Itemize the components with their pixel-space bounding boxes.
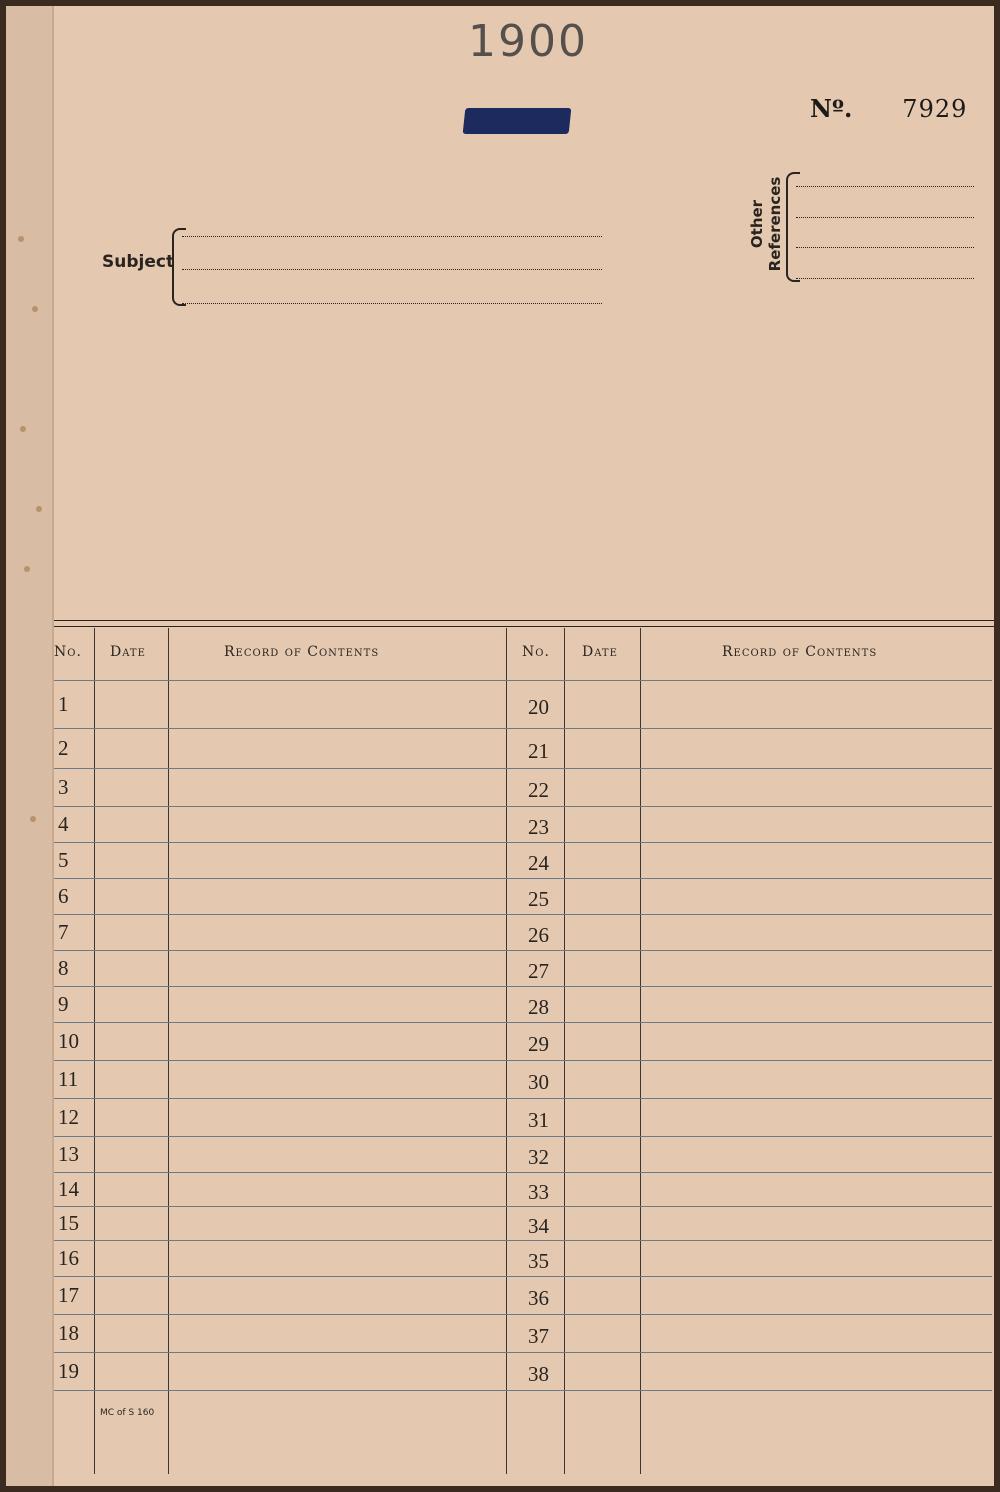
col-divider-3 <box>506 628 507 1474</box>
file-number <box>810 94 967 123</box>
row-rule-13 <box>54 1172 992 1173</box>
row-number: 11 <box>58 1067 79 1091</box>
row-rule-3 <box>54 806 992 807</box>
row-number: 21 <box>528 739 549 763</box>
row-rule-10 <box>54 1060 992 1061</box>
row-number: 3 <box>58 775 69 799</box>
row-number: 22 <box>528 778 549 802</box>
year-stamp: 1900 <box>468 16 588 67</box>
row-number: 1 <box>58 692 69 716</box>
left-header-record: Record of Contents <box>224 644 380 660</box>
row-number: 20 <box>528 695 549 719</box>
binding-spine <box>6 6 54 1486</box>
row-number: 7 <box>58 920 69 944</box>
row-number: 19 <box>58 1359 79 1383</box>
row-number: 5 <box>58 848 69 872</box>
table-top-rule-2 <box>54 626 994 627</box>
row-rule-17 <box>54 1314 992 1315</box>
reference-line-4[interactable] <box>796 278 974 279</box>
row-number: 27 <box>528 959 549 983</box>
row-number: 17 <box>58 1283 79 1307</box>
redaction-mark <box>463 108 572 134</box>
row-number: 34 <box>528 1214 549 1238</box>
row-number: 29 <box>528 1032 549 1056</box>
file-number-value: 7929 <box>902 95 968 123</box>
subject-brace <box>172 228 186 306</box>
reference-line-1[interactable] <box>796 186 974 187</box>
row-number: 31 <box>528 1108 549 1132</box>
right-header-record: Record of Contents <box>722 644 878 660</box>
row-number: 13 <box>58 1142 79 1166</box>
file-number-label: Nº. <box>810 94 853 123</box>
row-rule-16 <box>54 1276 992 1277</box>
row-rule-2 <box>54 768 992 769</box>
right-header-no: No. <box>522 644 550 660</box>
row-number: 32 <box>528 1145 549 1169</box>
subject-line-3[interactable] <box>182 303 602 304</box>
row-number: 18 <box>58 1321 79 1345</box>
row-rule-5 <box>54 878 992 879</box>
row-number: 4 <box>58 812 69 836</box>
row-number: 26 <box>528 923 549 947</box>
row-rule-7 <box>54 950 992 951</box>
col-divider-2 <box>168 628 169 1474</box>
row-number: 15 <box>58 1211 79 1235</box>
reference-line-2[interactable] <box>796 217 974 218</box>
row-number: 36 <box>528 1286 549 1310</box>
subject-line-1[interactable] <box>182 236 602 237</box>
row-rule-12 <box>54 1136 992 1137</box>
row-rule-18 <box>54 1352 992 1353</box>
subject-line-2[interactable] <box>182 269 602 270</box>
row-number: 37 <box>528 1324 549 1348</box>
row-number: 10 <box>58 1029 79 1053</box>
row-rule-14 <box>54 1206 992 1207</box>
right-header-date: Date <box>582 644 618 660</box>
row-number: 9 <box>58 992 69 1016</box>
row-number: 23 <box>528 815 549 839</box>
table-top-rule <box>54 620 994 621</box>
row-number: 30 <box>528 1070 549 1094</box>
row-rule-19 <box>54 1390 992 1391</box>
other-references-label: Other References <box>748 176 784 272</box>
col-divider-5 <box>640 628 641 1474</box>
row-number: 25 <box>528 887 549 911</box>
row-rule-1 <box>54 728 992 729</box>
row-number: 8 <box>58 956 69 980</box>
row-rule-6 <box>54 914 992 915</box>
row-rule-9 <box>54 1022 992 1023</box>
reference-line-3[interactable] <box>796 247 974 248</box>
row-number: 24 <box>528 851 549 875</box>
col-divider-4 <box>564 628 565 1474</box>
row-number: 16 <box>58 1246 79 1270</box>
col-divider-1 <box>94 628 95 1474</box>
row-rule-15 <box>54 1240 992 1241</box>
row-number: 35 <box>528 1249 549 1273</box>
row-number: 2 <box>58 736 69 760</box>
row-number: 6 <box>58 884 69 908</box>
subject-label: Subject <box>102 252 175 272</box>
row-rule-8 <box>54 986 992 987</box>
row-rule-4 <box>54 842 992 843</box>
row-number: 33 <box>528 1180 549 1204</box>
row-number: 38 <box>528 1362 549 1386</box>
row-number: 12 <box>58 1105 79 1129</box>
row-number: 28 <box>528 995 549 1019</box>
printer-mark: MC of S 160 <box>100 1408 155 1418</box>
row-rule-11 <box>54 1098 992 1099</box>
references-brace <box>786 172 800 282</box>
row-rule-0 <box>54 680 992 681</box>
left-header-date: Date <box>110 644 146 660</box>
row-number: 14 <box>58 1177 79 1201</box>
left-header-no: No. <box>54 644 82 660</box>
